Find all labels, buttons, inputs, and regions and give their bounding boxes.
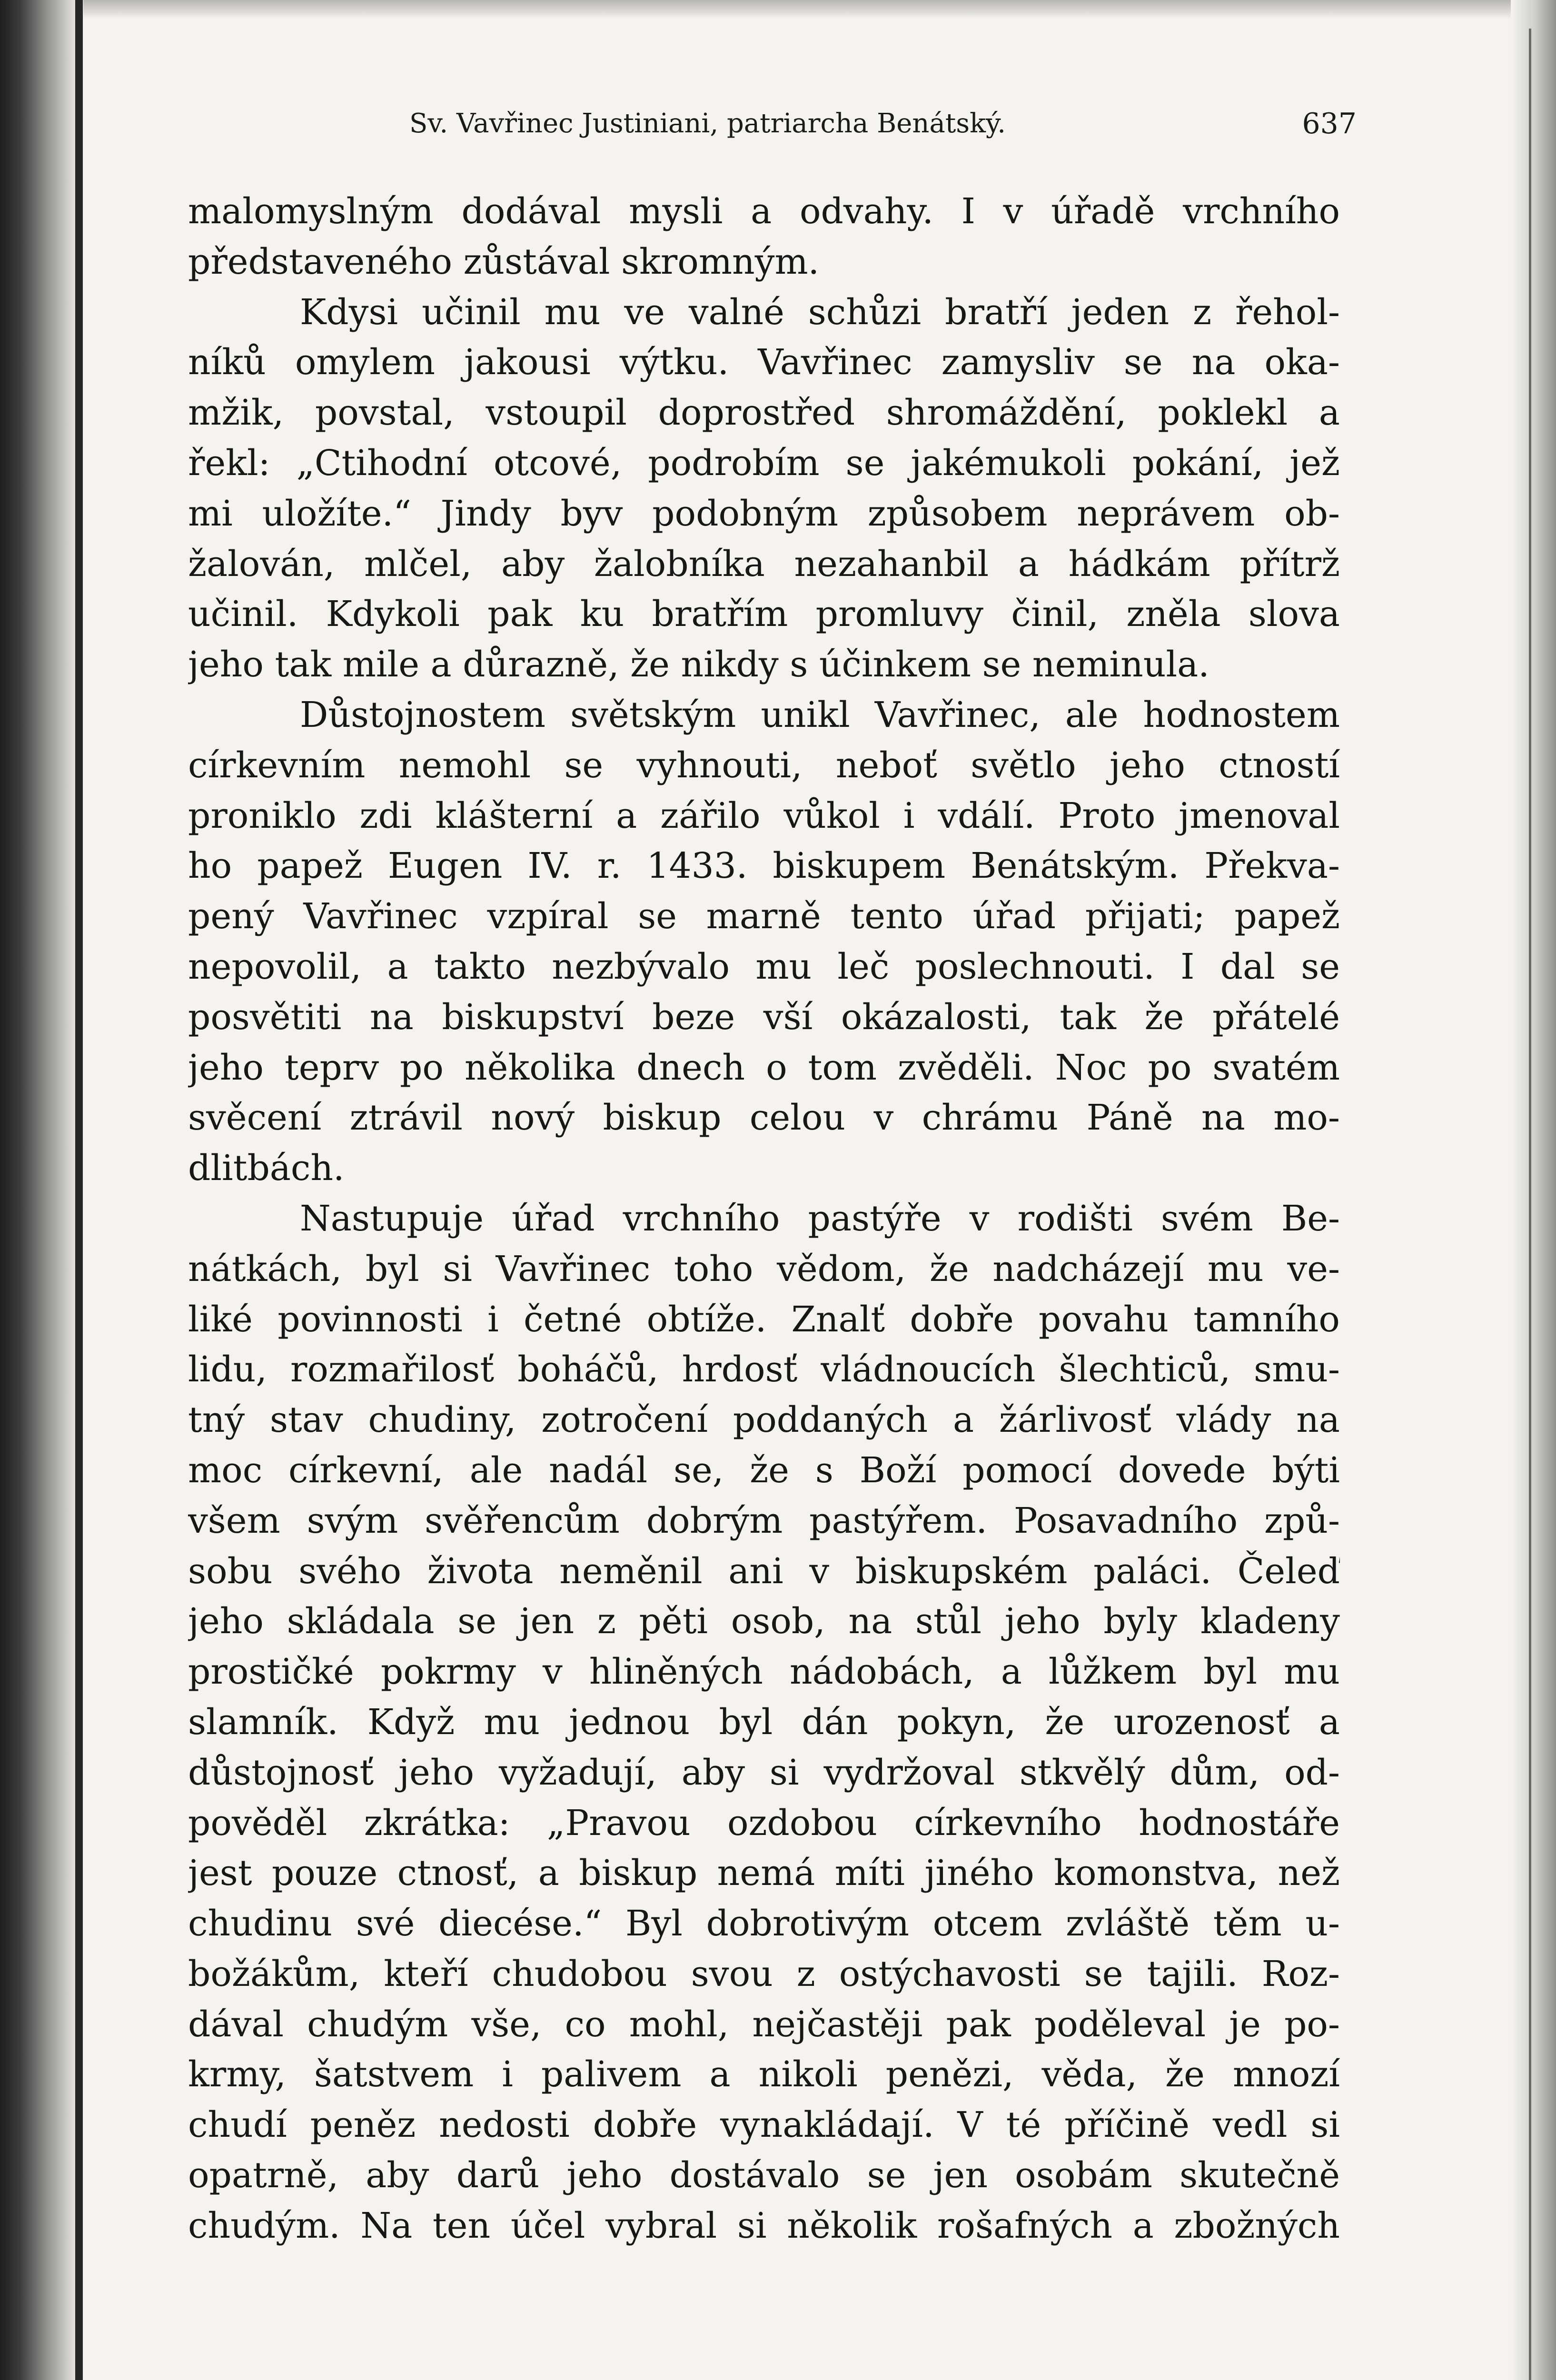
text-line: nátkách, byl si Vavřinec toho vědom, že nadcházejí mu ve- [188, 1248, 1340, 1289]
right-page-rule [1529, 29, 1531, 2380]
book-spine-shadow [0, 0, 83, 2380]
text-line: proniklo zdi klášterní a zářilo vůkol i vdálí. Proto jmenoval [188, 795, 1340, 836]
text-line: lidu, rozmařilosť boháčů, hrdosť vládnoucích šlechticů, smu- [188, 1349, 1340, 1390]
text-line: chudým. Na ten účel vybral si několik rošafných a zbožných [188, 2205, 1340, 2246]
text-line: žalován, mlčel, aby žalobníka nezahanbil a hádkám přítrž [188, 543, 1340, 585]
text-line: představeného zůstával skromným. [188, 241, 820, 282]
text-line: pověděl zkrátka: „Pravou ozdobou církevního hodnostáře [188, 1802, 1340, 1844]
text-line: opatrně, aby darů jeho dostávalo se jen osobám skutečně [188, 2155, 1340, 2196]
text-line: chudinu své diecése.“ Byl dobrotivým otcem zvláště těm u- [188, 1903, 1340, 1944]
text-line: posvětiti na biskupství beze vší okázalosti, tak že přátelé [188, 996, 1340, 1038]
text-line: všem svým svěřencům dobrým pastýřem. Posavadního způ- [188, 1500, 1340, 1541]
text-line: ho papež Eugen IV. r. 1433. biskupem Benátským. Překva- [188, 845, 1340, 887]
text-line: učinil. Kdykoli pak ku bratřím promluvy činil, zněla slova [188, 594, 1340, 635]
text-line: důstojnosť jeho vyžadují, aby si vydržoval stkvělý dům, od- [188, 1752, 1340, 1793]
text-line: církevním nemohl se vyhnouti, neboť světlo jeho ctností [188, 744, 1340, 786]
text-line: Důstojnostem světským unikl Vavřinec, ale hodnostem [300, 694, 1340, 735]
text-line: jeho skládala se jen z pěti osob, na stůl jeho byly kladeny [188, 1601, 1340, 1642]
binding-edge [75, 0, 83, 2380]
text-line: řekl: „Ctihodní otcové, podrobím se jakémukoli pokání, jež [188, 442, 1340, 484]
text-line: božákům, kteří chudobou svou z ostýchavosti se tajili. Roz- [188, 1953, 1340, 1994]
running-header: Sv. Vavřinec Justiniani, patriarcha Benátský. [409, 108, 1006, 139]
page-number: 637 [1302, 107, 1357, 140]
text-line: mžik, povstal, vstoupil doprostřed shromáždění, poklekl a [188, 392, 1340, 434]
text-line: jeho tak mile a důrazně, že nikdy s účinkem se neminula. [188, 644, 1209, 685]
right-page-edge [1511, 0, 1556, 2380]
text-line: nepovolil, a takto nezbývalo mu leč poslechnouti. I dal se [188, 946, 1340, 987]
top-page-edge [83, 0, 1556, 19]
text-line: moc církevní, ale nadál se, že s Boží pomocí dovede býti [188, 1449, 1340, 1491]
text-line: liké povinnosti i četné obtíže. Znalť dobře povahu tamního [188, 1299, 1340, 1340]
text-line: níků omylem jakousi výtku. Vavřinec zamysliv se na oka- [188, 342, 1340, 383]
text-line: svěcení ztrávil nový biskup celou v chrámu Páně na mo- [188, 1097, 1340, 1139]
text-line: chudí peněz nedosti dobře vynakládají. V té příčině vedl si [188, 2104, 1340, 2146]
text-line: prostičké pokrmy v hliněných nádobách, a lůžkem byl mu [188, 1651, 1340, 1693]
text-line: dával chudým vše, co mohl, nejčastěji pak poděleval je po- [188, 2003, 1340, 2045]
text-line: jest pouze ctnosť, a biskup nemá míti jiného komonstva, než [188, 1853, 1340, 1894]
text-line: Nastupuje úřad vrchního pastýře v rodišti svém Be- [300, 1198, 1340, 1239]
text-line: dlitbách. [188, 1148, 345, 1189]
text-line: slamník. Když mu jednou byl dán pokyn, že urozenosť a [188, 1701, 1340, 1743]
text-line: Kdysi učinil mu ve valné schůzi bratří jeden z řehol- [300, 291, 1340, 333]
text-line: tný stav chudiny, zotročení poddaných a žárlivosť vlády na [188, 1399, 1340, 1441]
text-line: jeho teprv po několika dnech o tom zvěděli. Noc po svatém [188, 1047, 1340, 1088]
text-line: krmy, šatstvem i palivem a nikoli penězi, věda, že mnozí [188, 2054, 1340, 2095]
text-line: malomyslným dodával mysli a odvahy. I v úřadě vrchního [188, 191, 1340, 232]
body-text [188, 187, 1340, 2251]
text-line: pený Vavřinec vzpíral se marně tento úřad přijati; papež [188, 896, 1340, 937]
text-line: mi uložíte.“ Jindy byv podobným způsobem neprávem ob- [188, 493, 1340, 534]
text-line: sobu svého života neměnil ani v biskupském paláci. Čeleď [188, 1550, 1340, 1592]
